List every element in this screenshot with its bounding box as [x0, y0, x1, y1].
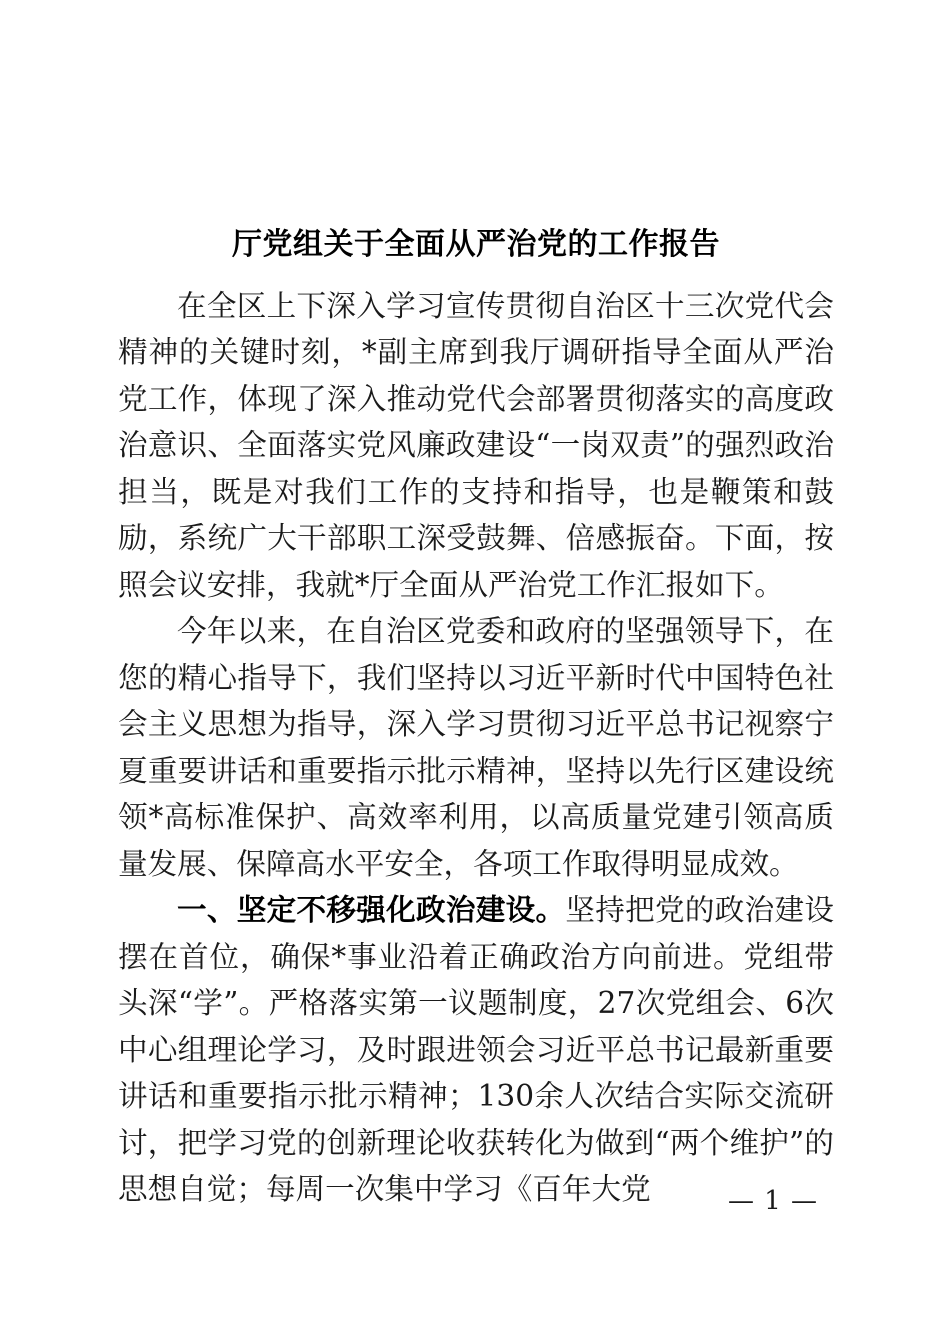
page-number-footer	[0, 1186, 950, 1216]
page-number-value: — 1 —	[727, 1186, 819, 1216]
paragraph-section-one	[118, 887, 834, 1213]
section-one-heading: 一、坚定不移强化政治建设。	[177, 893, 566, 927]
section-one-text: 坚持把党的政治建设摆在首位，确保*事业沿着正确政治方向前进。党组带头深“学”。严格落实第一议题制度，27次党组会、6次中心组理论学习，及时跟进领会习近平总书记最新重要讲话和重要指示批示精神；130余人次结合实际交流研讨，把学习党的创新理论收获转化为做到“两个维护”的思想自觉；每周一次集中学习《百年大党	[118, 893, 835, 1206]
paragraph-overview: 今年以来，在自治区党委和政府的坚强领导下，在您的精心指导下，我们坚持以习近平新时代中国特色社会主义思想为指导，深入学习贯彻习近平总书记视察宁夏重要讲话和重要指示批示精神，坚持以先行区建设统领*高标准保护、高效率利用，以高质量党建引领高质量发展、保障高水平安全，各项工作取得明显成效。	[118, 614, 834, 881]
page-title: 厅党组关于全面从严治党的工作报告	[232, 227, 720, 262]
document-body	[118, 222, 834, 1213]
paragraph-intro: 在全区上下深入学习宣传贯彻自治区十三次党代会精神的关键时刻，*副主席到我厅调研指导全面从严治党工作，体现了深入推动党代会部署贯彻落实的高度政治意识、全面落实党风廉政建设“一岗双责”的强烈政治担当，既是对我们工作的支持和指导，也是鞭策和鼓励，系统广大干部职工深受鼓舞、倍感振奋。下面，按照会议安排，我就*厅全面从严治党工作汇报如下。	[118, 288, 834, 602]
